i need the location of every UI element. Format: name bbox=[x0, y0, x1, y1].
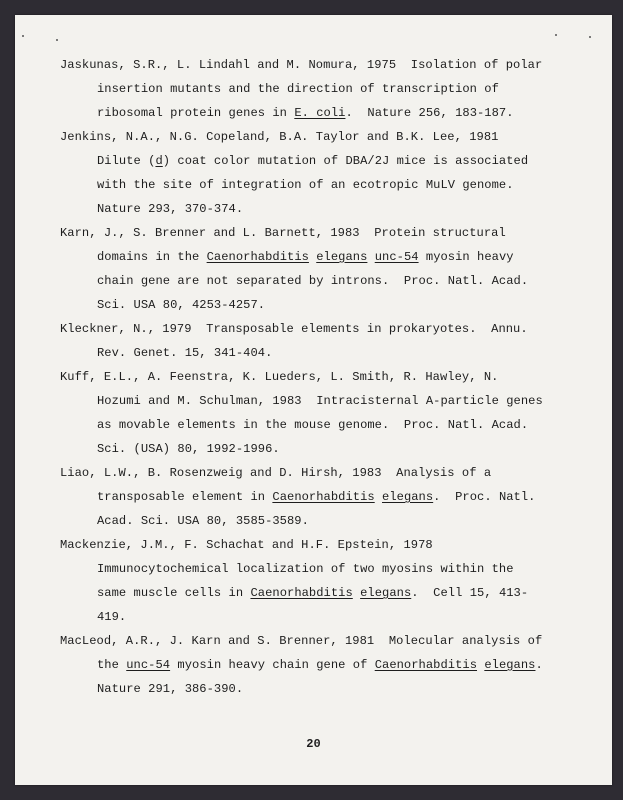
text-segment: Mackenzie, J.M., F. Schachat and H.F. Epstein, 1978 bbox=[60, 538, 433, 552]
text-segment: myosin heavy chain gene of bbox=[170, 658, 375, 672]
text-segment: Jenkins, N.A., N.G. Copeland, B.A. Taylor and B.K. Lee, 1981 bbox=[60, 130, 499, 144]
scan-speck bbox=[589, 36, 591, 38]
text-segment: Nature 291, 386-390. bbox=[97, 682, 244, 696]
reference-list bbox=[60, 53, 600, 701]
text-segment: Dilute ( bbox=[97, 154, 156, 168]
reference-continuation-line bbox=[60, 581, 600, 605]
reference-continuation-line bbox=[60, 101, 600, 125]
underlined-term: elegans bbox=[360, 586, 412, 600]
reference-entry bbox=[60, 629, 600, 701]
underlined-term: d bbox=[155, 154, 163, 168]
reference-entry bbox=[60, 221, 600, 317]
reference-continuation-line bbox=[60, 557, 600, 581]
reference-continuation-line bbox=[60, 389, 600, 413]
underlined-term: Caenorhabditis bbox=[374, 658, 478, 672]
reference-first-line bbox=[60, 533, 600, 557]
text-segment: the bbox=[97, 658, 127, 672]
text-segment: myosin heavy bbox=[418, 250, 514, 264]
text-segment: ) coat color mutation of DBA/2J mice is associated bbox=[162, 154, 529, 168]
underlined-term: elegans bbox=[382, 490, 434, 504]
text-segment: . Nature 256, 183-187. bbox=[345, 106, 514, 120]
text-segment: 419. bbox=[97, 610, 127, 624]
reference-continuation-line bbox=[60, 197, 600, 221]
reference-first-line bbox=[60, 629, 600, 653]
reference-first-line bbox=[60, 317, 600, 341]
text-segment: Kleckner, N., 1979 Transposable elements in prokaryotes. Annu. bbox=[60, 322, 528, 336]
text-segment: as movable elements in the mouse genome. Proc. Natl. Acad. bbox=[97, 418, 529, 432]
text-segment: Rev. Genet. 15, 341-404. bbox=[97, 346, 273, 360]
underlined-term: elegans bbox=[484, 658, 536, 672]
reference-entry bbox=[60, 317, 600, 365]
reference-continuation-line bbox=[60, 413, 600, 437]
underlined-term: elegans bbox=[316, 250, 368, 264]
scan-speck bbox=[22, 35, 24, 37]
reference-continuation-line bbox=[60, 485, 600, 509]
reference-continuation-line bbox=[60, 341, 600, 365]
reference-continuation-line bbox=[60, 509, 600, 533]
text-segment: with the site of integration of an ecotropic MuLV genome. bbox=[97, 178, 514, 192]
reference-continuation-line bbox=[60, 653, 600, 677]
scan-speck bbox=[56, 39, 58, 41]
underlined-term: Caenorhabditis bbox=[206, 250, 309, 264]
reference-continuation-line bbox=[60, 245, 600, 269]
reference-continuation-line bbox=[60, 605, 600, 629]
text-segment: Karn, J., S. Brenner and L. Barnett, 1983 Protein structural bbox=[60, 226, 506, 240]
text-segment: chain gene are not separated by introns. Proc. Natl. Acad. bbox=[97, 274, 529, 288]
text-segment: Jaskunas, S.R., L. Lindahl and M. Nomura, 1975 Isolation of polar bbox=[60, 58, 543, 72]
text-segment: Acad. Sci. USA 80, 3585-3589. bbox=[97, 514, 309, 528]
reference-entry bbox=[60, 125, 600, 221]
reference-first-line bbox=[60, 53, 600, 77]
text-segment: ribosomal protein genes in bbox=[97, 106, 295, 120]
reference-first-line bbox=[60, 125, 600, 149]
reference-continuation-line bbox=[60, 149, 600, 173]
page-number: 20 bbox=[306, 737, 321, 751]
text-segment: same muscle cells in bbox=[97, 586, 251, 600]
reference-first-line bbox=[60, 221, 600, 245]
text-segment: Kuff, E.L., A. Feenstra, K. Lueders, L. Smith, R. Hawley, N. bbox=[60, 370, 499, 384]
scan-speck bbox=[555, 34, 557, 36]
reference-entry bbox=[60, 461, 600, 533]
underlined-term: Caenorhabditis bbox=[272, 490, 375, 504]
reference-first-line bbox=[60, 461, 600, 485]
reference-first-line bbox=[60, 365, 600, 389]
text-segment: Nature 293, 370-374. bbox=[97, 202, 244, 216]
reference-continuation-line bbox=[60, 269, 600, 293]
text-segment: Sci. (USA) 80, 1992-1996. bbox=[97, 442, 280, 456]
underlined-term: E. coli bbox=[294, 106, 346, 120]
reference-entry bbox=[60, 533, 600, 629]
underlined-term: Caenorhabditis bbox=[250, 586, 353, 600]
text-segment bbox=[353, 586, 360, 600]
underlined-term: unc-54 bbox=[126, 658, 171, 672]
text-segment: . bbox=[535, 658, 543, 672]
text-segment: transposable element in bbox=[97, 490, 273, 504]
reference-continuation-line bbox=[60, 173, 600, 197]
reference-continuation-line bbox=[60, 77, 600, 101]
reference-entry bbox=[60, 365, 600, 461]
reference-entry bbox=[60, 53, 600, 125]
text-segment: MacLeod, A.R., J. Karn and S. Brenner, 1981 Molecular analysis of bbox=[60, 634, 543, 648]
text-segment: . Cell 15, 413- bbox=[411, 586, 529, 600]
text-segment: Sci. USA 80, 4253-4257. bbox=[97, 298, 266, 312]
text-segment bbox=[367, 250, 374, 264]
text-segment: . Proc. Natl. bbox=[433, 490, 536, 504]
text-segment: Liao, L.W., B. Rosenzweig and D. Hirsh, 1983 Analysis of a bbox=[60, 466, 492, 480]
document-page bbox=[15, 15, 612, 785]
text-segment bbox=[375, 490, 382, 504]
text-segment: Immunocytochemical localization of two myosins within the bbox=[97, 562, 514, 576]
text-segment: domains in the bbox=[97, 250, 207, 264]
reference-continuation-line bbox=[60, 677, 600, 701]
underlined-term: unc-54 bbox=[374, 250, 419, 264]
text-segment: insertion mutants and the direction of transcription of bbox=[97, 82, 499, 96]
reference-continuation-line bbox=[60, 293, 600, 317]
text-segment: Hozumi and M. Schulman, 1983 Intracisternal A-particle genes bbox=[97, 394, 543, 408]
reference-continuation-line bbox=[60, 437, 600, 461]
